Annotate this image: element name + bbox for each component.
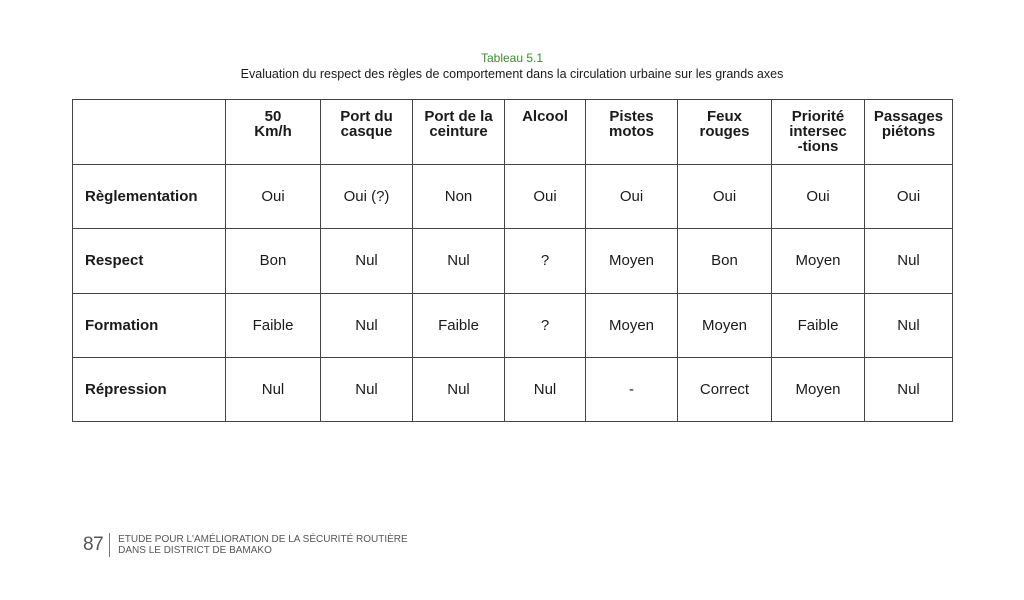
table-cell: Oui xyxy=(865,165,953,229)
table-cell: ? xyxy=(505,293,586,357)
table-row xyxy=(73,357,953,421)
table-cell: Nul xyxy=(413,229,505,293)
table-cell: Moyen xyxy=(586,293,678,357)
table-cell: Oui xyxy=(586,165,678,229)
row-label: Répression xyxy=(73,357,226,421)
table-cell: Faible xyxy=(413,293,505,357)
table-cell: Nul xyxy=(865,293,953,357)
header-cell-intersection-priority: Priorité intersec -tions xyxy=(772,100,865,165)
evaluation-table xyxy=(72,99,953,422)
table-cell: Oui xyxy=(772,165,865,229)
table-cell: Nul xyxy=(413,357,505,421)
table-cell: Correct xyxy=(678,357,772,421)
header-cell-crosswalks: Passages piétons xyxy=(865,100,953,165)
page-footer xyxy=(83,532,408,558)
header-cell-moto-lanes: Pistes motos xyxy=(586,100,678,165)
table-cell: Nul xyxy=(321,357,413,421)
table-cell: Nul xyxy=(321,229,413,293)
table-cell: Faible xyxy=(226,293,321,357)
table-cell: Nul xyxy=(505,357,586,421)
table-cell: Faible xyxy=(772,293,865,357)
table-caption-title: Evaluation du respect des règles de comportement dans la circulation urbaine sur les grands axes xyxy=(240,67,784,81)
footer-line-1: ETUDE POUR L'AMÉLIORATION DE LA SÉCURITÉ ROUTIÈRE xyxy=(118,534,408,545)
footer-text xyxy=(118,534,408,556)
row-label: Formation xyxy=(73,293,226,357)
table-row xyxy=(73,229,953,293)
table-header-row xyxy=(73,100,953,165)
table-cell: Moyen xyxy=(772,357,865,421)
table-cell: Bon xyxy=(678,229,772,293)
table-cell: Oui xyxy=(226,165,321,229)
header-cell-alcohol: Alcool xyxy=(505,100,586,165)
table-cell: ? xyxy=(505,229,586,293)
table-cell: Nul xyxy=(226,357,321,421)
table-cell: Oui xyxy=(505,165,586,229)
page-number: 87 xyxy=(83,534,104,555)
row-label: Respect xyxy=(73,229,226,293)
table-row xyxy=(73,293,953,357)
header-cell-traffic-lights: Feux rouges xyxy=(678,100,772,165)
header-cell-helmet: Port du casque xyxy=(321,100,413,165)
header-cell-speed: 50 Km/h xyxy=(226,100,321,165)
table-row xyxy=(73,165,953,229)
table-cell: Nul xyxy=(321,293,413,357)
table-cell: - xyxy=(586,357,678,421)
table-cell: Moyen xyxy=(586,229,678,293)
table-cell: Oui xyxy=(678,165,772,229)
footer-line-2: DANS LE DISTRICT DE BAMAKO xyxy=(118,545,272,556)
table-cell: Moyen xyxy=(678,293,772,357)
table-cell: Nul xyxy=(865,357,953,421)
table-cell: Non xyxy=(413,165,505,229)
table-cell: Moyen xyxy=(772,229,865,293)
row-label: Règlementation xyxy=(73,165,226,229)
table-caption-label: Tableau 5.1 xyxy=(480,51,544,65)
table-body xyxy=(73,165,953,422)
header-cell-seatbelt: Port de la ceinture xyxy=(413,100,505,165)
table-cell: Oui (?) xyxy=(321,165,413,229)
footer-separator xyxy=(109,533,110,557)
table-cell: Bon xyxy=(226,229,321,293)
header-cell-empty xyxy=(73,100,226,165)
table-cell: Nul xyxy=(865,229,953,293)
